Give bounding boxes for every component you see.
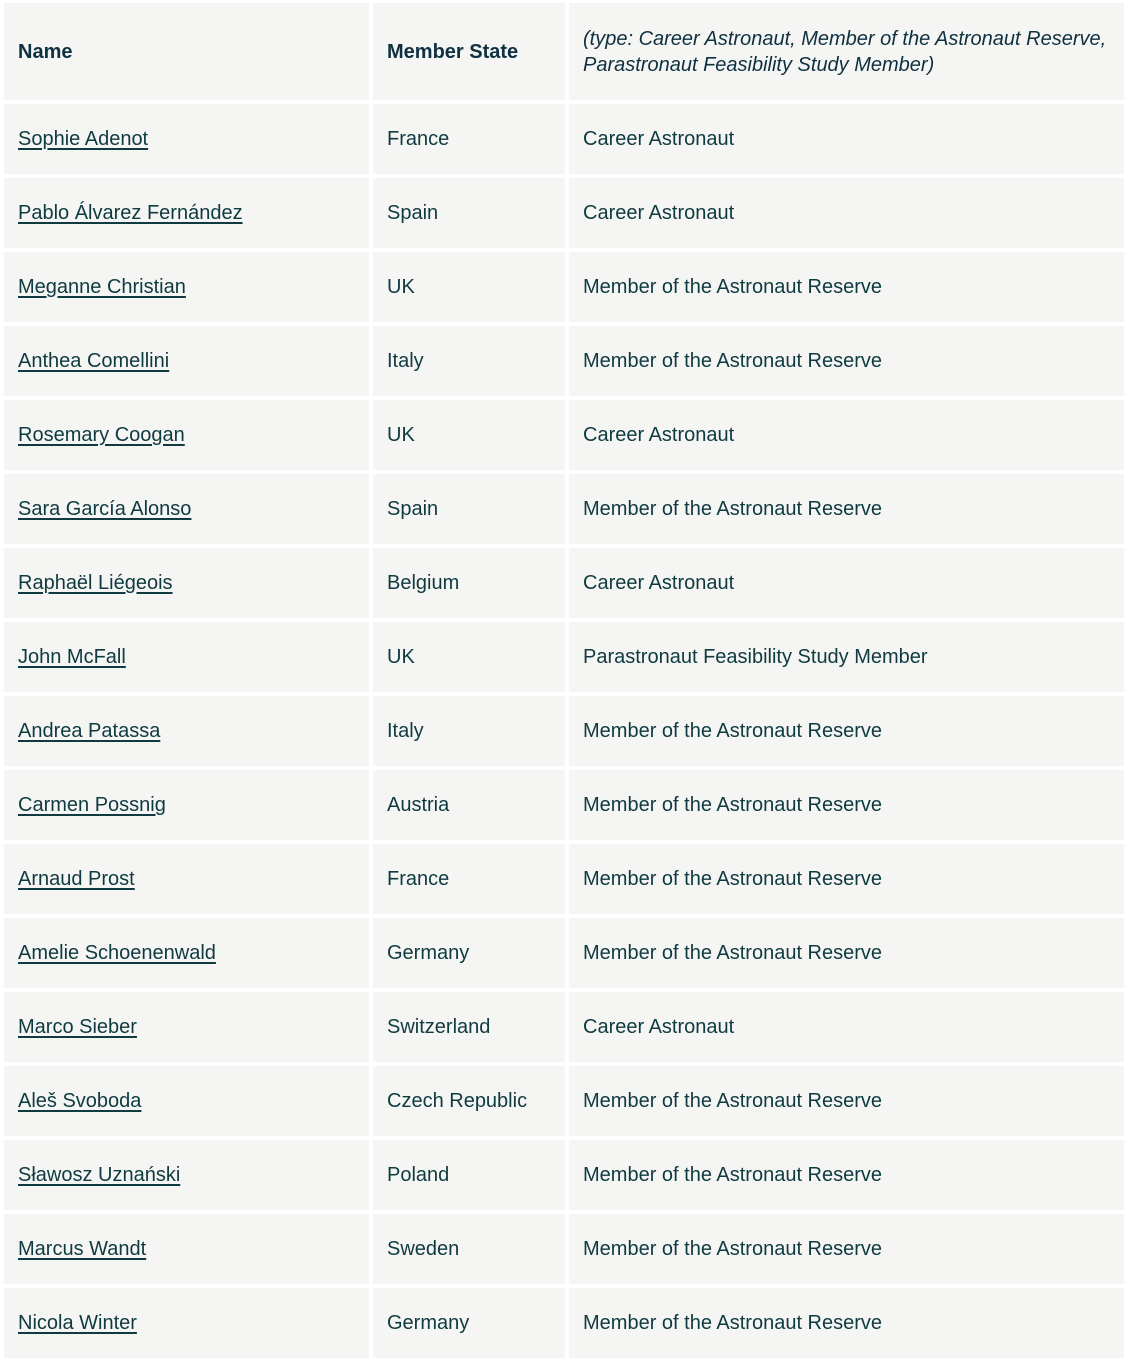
astronaut-name-link[interactable]: Sara García Alonso bbox=[18, 498, 192, 520]
table-row bbox=[4, 104, 1124, 174]
astronaut-name-link[interactable]: Arnaud Prost bbox=[18, 868, 135, 890]
astronaut-name-link[interactable]: Marcus Wandt bbox=[18, 1238, 147, 1260]
astronaut-type-cell: Member of the Astronaut Reserve bbox=[569, 1288, 1124, 1358]
member-state-cell: Spain bbox=[373, 474, 565, 544]
name-cell bbox=[4, 622, 369, 692]
astronaut-type-cell: Member of the Astronaut Reserve bbox=[569, 770, 1124, 840]
table-row bbox=[4, 918, 1124, 988]
astronaut-name-link[interactable]: Marco Sieber bbox=[18, 1016, 137, 1038]
table-row bbox=[4, 622, 1124, 692]
name-cell bbox=[4, 1140, 369, 1210]
astronaut-name-link[interactable]: Rosemary Coogan bbox=[18, 424, 185, 446]
member-state-cell: Austria bbox=[373, 770, 565, 840]
table-row bbox=[4, 770, 1124, 840]
table-row bbox=[4, 1288, 1124, 1358]
header-name: Name bbox=[4, 3, 369, 100]
name-cell bbox=[4, 474, 369, 544]
member-state-cell: Germany bbox=[373, 918, 565, 988]
member-state-cell: UK bbox=[373, 622, 565, 692]
table-row bbox=[4, 844, 1124, 914]
astronaut-type-cell: Member of the Astronaut Reserve bbox=[569, 326, 1124, 396]
member-state-cell: France bbox=[373, 844, 565, 914]
header-row bbox=[4, 3, 1124, 100]
table-body bbox=[4, 104, 1124, 1358]
name-cell bbox=[4, 326, 369, 396]
table-row bbox=[4, 548, 1124, 618]
name-cell bbox=[4, 1288, 369, 1358]
astronaut-name-link[interactable]: Raphaël Liégeois bbox=[18, 572, 173, 594]
table-row bbox=[4, 1066, 1124, 1136]
name-cell bbox=[4, 1214, 369, 1284]
member-state-cell: Belgium bbox=[373, 548, 565, 618]
name-cell bbox=[4, 918, 369, 988]
table-row bbox=[4, 696, 1124, 766]
table-row bbox=[4, 252, 1124, 322]
astronaut-name-link[interactable]: John McFall bbox=[18, 646, 126, 668]
astronaut-type-cell: Member of the Astronaut Reserve bbox=[569, 844, 1124, 914]
astronaut-type-cell: Member of the Astronaut Reserve bbox=[569, 474, 1124, 544]
name-cell bbox=[4, 1066, 369, 1136]
name-cell bbox=[4, 548, 369, 618]
astronaut-name-link[interactable]: Andrea Patassa bbox=[18, 720, 161, 742]
astronaut-name-link[interactable]: Pablo Álvarez Fernández bbox=[18, 202, 243, 224]
member-state-cell: Switzerland bbox=[373, 992, 565, 1062]
astronaut-name-link[interactable]: Nicola Winter bbox=[18, 1312, 137, 1334]
astronaut-name-link[interactable]: Anthea Comellini bbox=[18, 350, 170, 372]
astronaut-type-cell: Career Astronaut bbox=[569, 400, 1124, 470]
astronaut-type-cell: Member of the Astronaut Reserve bbox=[569, 696, 1124, 766]
header-type: (type: Career Astronaut, Member of the Astronaut Reserve, Parastronaut Feasibility Study Member) bbox=[569, 3, 1124, 100]
astronaut-type-cell: Member of the Astronaut Reserve bbox=[569, 918, 1124, 988]
astronaut-name-link[interactable]: Amelie Schoenenwald bbox=[18, 942, 216, 964]
name-cell bbox=[4, 178, 369, 248]
astronaut-type-cell: Career Astronaut bbox=[569, 104, 1124, 174]
table-row bbox=[4, 178, 1124, 248]
name-cell bbox=[4, 992, 369, 1062]
astronaut-type-cell: Member of the Astronaut Reserve bbox=[569, 1066, 1124, 1136]
astronaut-type-cell: Member of the Astronaut Reserve bbox=[569, 1214, 1124, 1284]
name-cell bbox=[4, 770, 369, 840]
table-header bbox=[4, 3, 1124, 100]
table-row bbox=[4, 1140, 1124, 1210]
member-state-cell: Poland bbox=[373, 1140, 565, 1210]
name-cell bbox=[4, 104, 369, 174]
member-state-cell: Italy bbox=[373, 696, 565, 766]
astronaut-name-link[interactable]: Meganne Christian bbox=[18, 276, 186, 298]
astronaut-name-link[interactable]: Carmen Possnig bbox=[18, 794, 166, 816]
member-state-cell: France bbox=[373, 104, 565, 174]
astronaut-type-cell: Career Astronaut bbox=[569, 548, 1124, 618]
astronaut-name-link[interactable]: Sophie Adenot bbox=[18, 128, 149, 150]
member-state-cell: Italy bbox=[373, 326, 565, 396]
table-row bbox=[4, 400, 1124, 470]
member-state-cell: Spain bbox=[373, 178, 565, 248]
name-cell bbox=[4, 844, 369, 914]
member-state-cell: UK bbox=[373, 252, 565, 322]
astronaut-type-cell: Member of the Astronaut Reserve bbox=[569, 1140, 1124, 1210]
member-state-cell: Czech Republic bbox=[373, 1066, 565, 1136]
table-row bbox=[4, 992, 1124, 1062]
member-state-cell: UK bbox=[373, 400, 565, 470]
name-cell bbox=[4, 400, 369, 470]
astronaut-type-cell: Member of the Astronaut Reserve bbox=[569, 252, 1124, 322]
table-row bbox=[4, 1214, 1124, 1284]
name-cell bbox=[4, 252, 369, 322]
astronaut-type-cell: Career Astronaut bbox=[569, 992, 1124, 1062]
table-row bbox=[4, 326, 1124, 396]
header-member-state: Member State bbox=[373, 3, 565, 100]
astronaut-type-cell: Parastronaut Feasibility Study Member bbox=[569, 622, 1124, 692]
astronaut-name-link[interactable]: Aleš Svoboda bbox=[18, 1090, 142, 1112]
name-cell bbox=[4, 696, 369, 766]
member-state-cell: Germany bbox=[373, 1288, 565, 1358]
table-row bbox=[4, 474, 1124, 544]
astronaut-name-link[interactable]: Sławosz Uznański bbox=[18, 1164, 181, 1186]
member-state-cell: Sweden bbox=[373, 1214, 565, 1284]
astronaut-type-cell: Career Astronaut bbox=[569, 178, 1124, 248]
